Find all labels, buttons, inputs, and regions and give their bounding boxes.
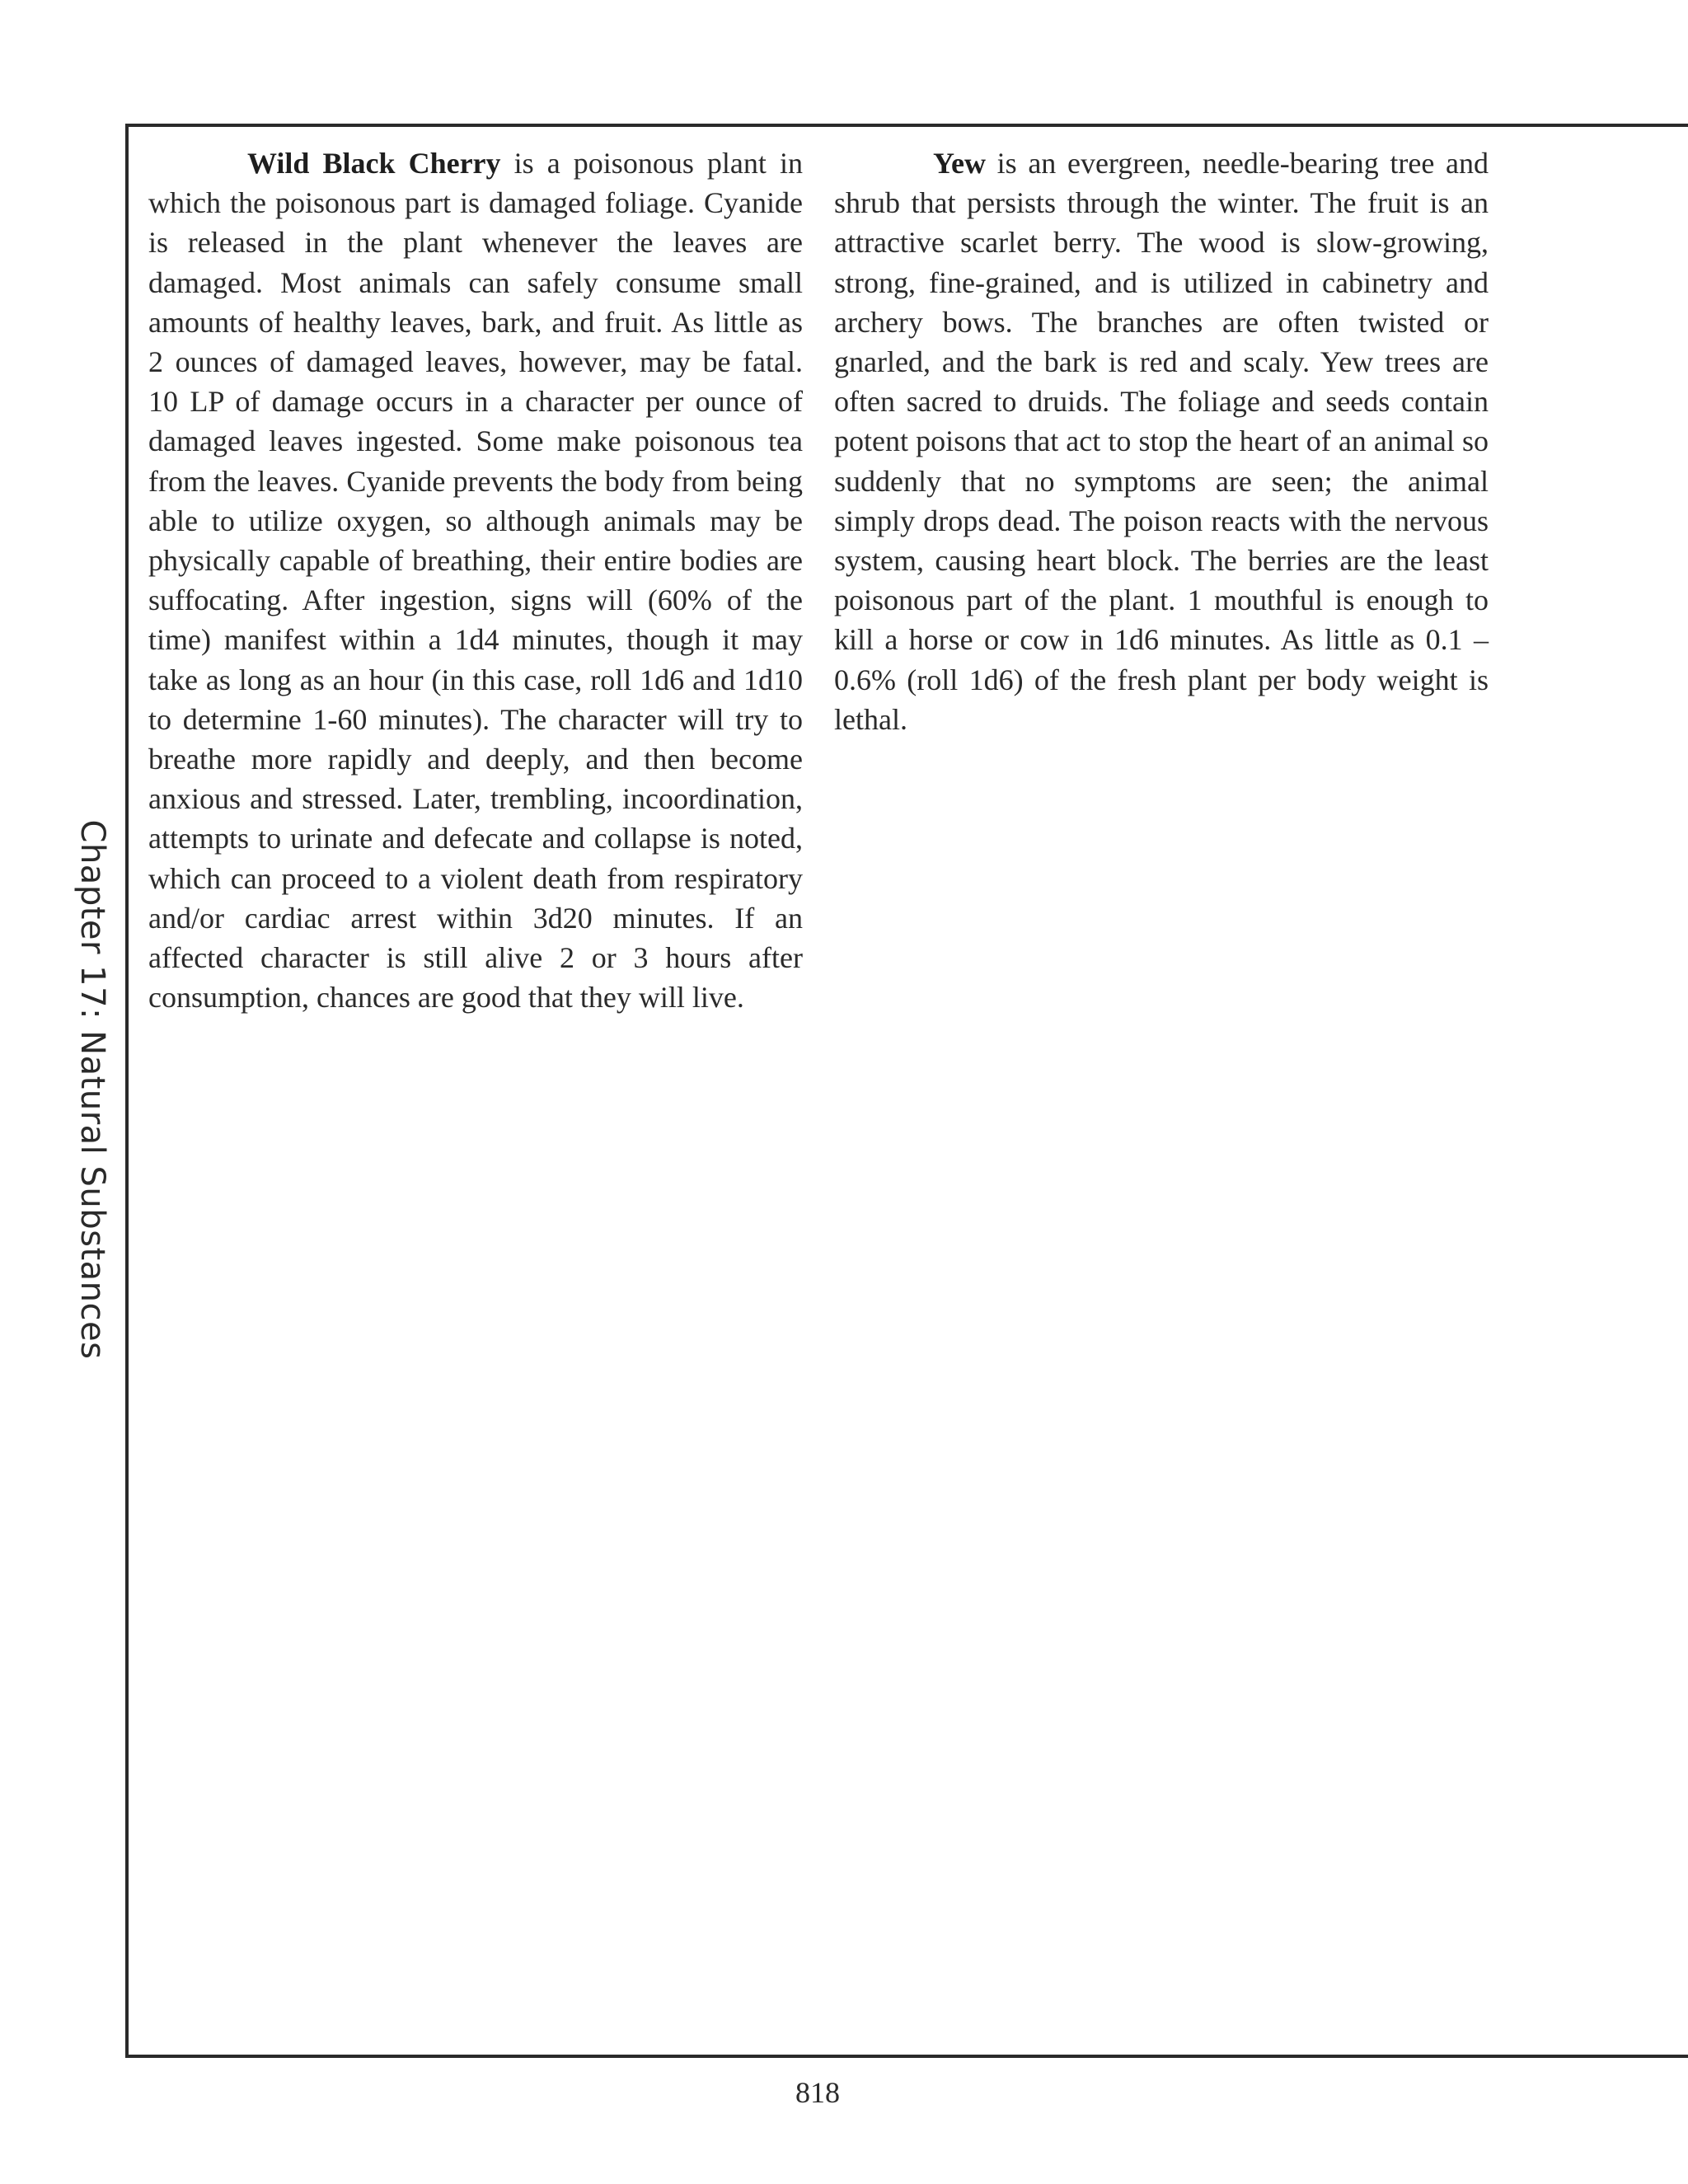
right-column <box>834 143 1489 739</box>
page-frame-left-rule <box>125 124 129 2058</box>
entry-paragraph-wild-black-cherry <box>148 143 803 1017</box>
page-frame-top-rule <box>125 124 1688 127</box>
left-column <box>148 143 803 1017</box>
entry-paragraph-yew <box>834 143 1489 739</box>
chapter-title: Chapter 17: Natural Substances <box>73 819 111 1360</box>
entry-body: is an evergreen, needle-bearing tree and shrub that persists through the winter. The fruit is an attractive scarlet berry. The wood is slow-growing, strong, fine-grained, and is utilized in cabinetry and archery bows. The branches are often twisted or gnarled, and the bark is red and scaly. Yew trees are often sacred to druids. The foliage and seeds contain potent poisons that act to stop the heart of an animal so suddenly that no symptoms are seen; the animal simply drops dead. The poison reacts with the nervous system, causing heart block. The berries are the least poisonous part of the plant. 1 mouthful is enough to kill a horse or cow in 1d6 minutes. As little as 0.1 – 0.6% (roll 1d6) of the fresh plant per body weight is lethal. <box>834 147 1489 736</box>
page-number: 818 <box>795 2076 840 2109</box>
entry-term: Yew <box>933 147 986 180</box>
page-frame-bottom-rule <box>125 2055 1688 2058</box>
entry-body: is a poisonous plant in which the poisonous part is damaged foliage. Cyanide is released in the plant whenever the leaves are damaged. Most animals can safely consume small amounts of healthy leaves, bark, and fruit. As little as 2 ounces of damaged leaves, however, may be fatal. 10 LP of damage occurs in a character per ounce of damaged leaves ingested. Some make poisonous tea from the leaves. Cyanide prevents the body from being able to utilize oxygen, so although animals may be physically capable of breathing, their entire bodies are suffocating. After ingestion, signs will (60% of the time) manifest within a 1d4 minutes, though it may take as long as an hour (in this case, roll 1d6 and 1d10 to determine 1-60 minutes). The character will try to breathe more rapidly and deeply, and then become anxious and stressed. Later, trembling, incoordination, attempts to urinate and defecate and collapse is noted, which can proceed to a violent death from respiratory and/or cardiac arrest within 3d20 minutes. If an affected character is still alive 2 or 3 hours after consumption, chances are good that they will live. <box>148 147 803 1015</box>
entry-term: Wild Black Cherry <box>247 147 501 180</box>
